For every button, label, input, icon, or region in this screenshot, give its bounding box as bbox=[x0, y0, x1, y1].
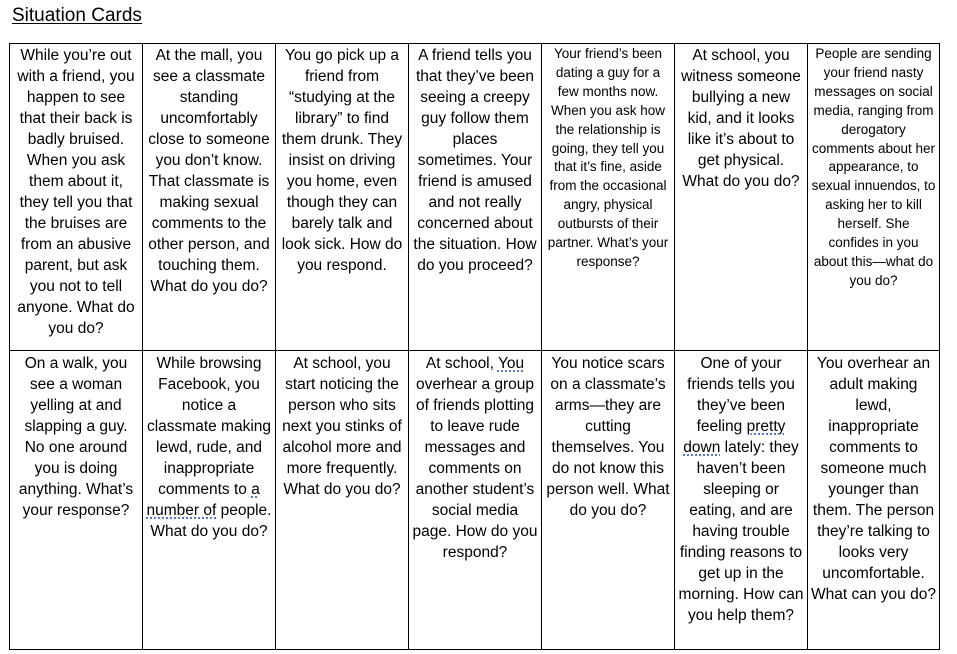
card-text: While browsing Facebook, you notice a classmate making lewd, rude, and inappropriate comments to bbox=[146, 355, 272, 498]
spelling-flag-text: You bbox=[497, 355, 525, 372]
table-row bbox=[10, 44, 940, 351]
card-text: One of your friends tells you they’ve been feeling bbox=[687, 355, 795, 435]
table-row bbox=[10, 351, 940, 650]
situation-card: You notice scars on a classmate’s arms—they are cutting themselves. You do not know this person well. What do you do? bbox=[542, 351, 675, 650]
situation-cards-table bbox=[9, 43, 940, 650]
situation-card: At school, you start noticing the person who sits next you stinks of alcohol more and more frequently. What do you do? bbox=[276, 351, 409, 650]
card-text: people. What do you do? bbox=[150, 502, 272, 540]
situation-card: A friend tells you that they’ve been seeing a creepy guy follow them places sometimes. Your friend is amused and not really concerned about the situation. How do you proceed? bbox=[409, 44, 542, 351]
spelling-flag-text: a number of bbox=[146, 481, 260, 519]
card-text: lately: they haven’t been sleeping or eating, and are having trouble finding reasons to get up in the morning. How can you help them? bbox=[678, 439, 804, 624]
situation-card bbox=[143, 351, 276, 650]
situation-card: Your friend’s been dating a guy for a few months now. When you ask how the relationship is going, they tell you that it’s fine, aside from the occasional angry, physical outbursts of their partner. What’s your response? bbox=[542, 44, 675, 351]
situation-card: You go pick up a friend from “studying at the library” to find them drunk. They insist on driving you home, even though they can barely talk and look sick. How do you respond. bbox=[276, 44, 409, 351]
situation-card: While you’re out with a friend, you happen to see that their back is badly bruised. When you ask them about it, they tell you that the bruises are from an abusive parent, but ask you not to tell anyone. What do you do? bbox=[10, 44, 143, 351]
card-text: overhear a group of friends plotting to leave rude messages and comments on another student’s social media page. How do you respond? bbox=[412, 376, 538, 561]
situation-card bbox=[675, 351, 808, 650]
situation-card bbox=[409, 351, 542, 650]
spelling-flag-text: pretty down bbox=[683, 418, 786, 456]
situation-card: At the mall, you see a classmate standing uncomfortably close to someone you don’t know. That classmate is making sexual comments to the other person, and touching them. What do you do? bbox=[143, 44, 276, 351]
document-title: Situation Cards bbox=[12, 5, 142, 26]
situation-card: At school, you witness someone bullying a new kid, and it looks like it’s about to get physical. What do you do? bbox=[675, 44, 808, 351]
card-text: At school, bbox=[425, 355, 498, 372]
situation-card: People are sending your friend nasty messages on social media, ranging from derogatory comments about her appearance, to sexual innuendos, to asking her to kill herself. She confides in you about this—what do you do? bbox=[808, 44, 940, 351]
situation-card: You overhear an adult making lewd, inappropriate comments to someone much younger than them. The person they’re talking to looks very uncomfortable. What can you do? bbox=[808, 351, 940, 650]
situation-card: On a walk, you see a woman yelling at and slapping a guy. No one around you is doing anything. What’s your response? bbox=[10, 351, 143, 650]
